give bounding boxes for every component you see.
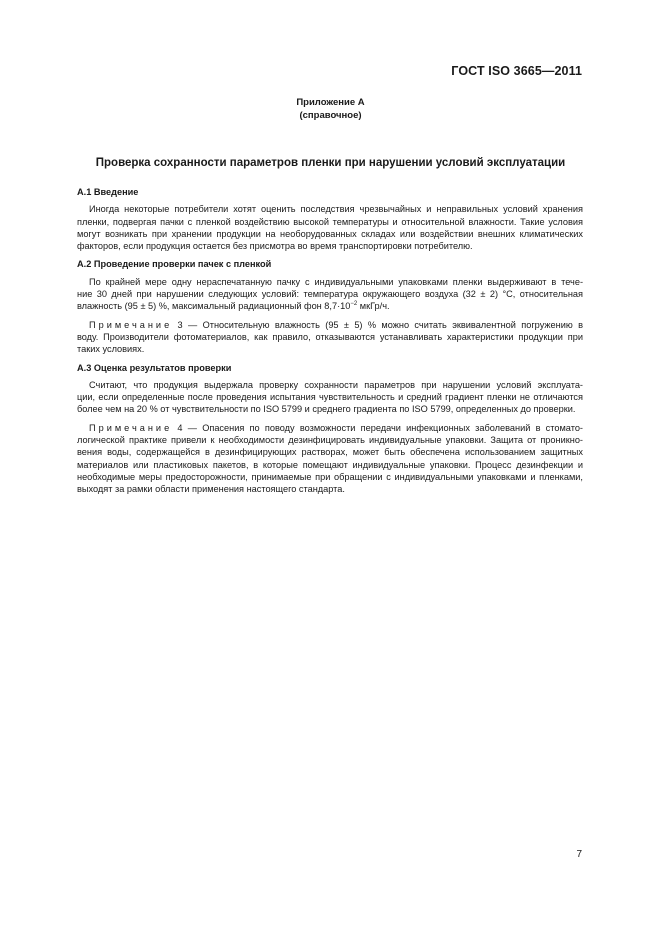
text-line: материалов или пластиковых пакетов, в которые помещают индивидуальные упаковки. Процесс дезинфекции и — [77, 459, 583, 470]
section-heading: А.2 Проведение проверки пачек с пленкой — [77, 259, 272, 270]
section-heading: А.3 Оценка результатов проверки — [77, 362, 232, 373]
document-body — [77, 186, 583, 502]
document-code: ГОСТ ISO 3665—2011 — [451, 64, 582, 78]
text-line — [77, 300, 583, 312]
paragraph — [77, 379, 583, 416]
text-line: могут возникать при хранении продукции на необорудованных складах или воздействии внешних климатических — [77, 228, 583, 239]
text-line — [77, 422, 583, 434]
section-a3 — [77, 362, 583, 496]
text-line: более чем на 20 % от чувствительности по ISO 5799 и среднего градиента по ISO 5799, определенных до проверки. — [77, 404, 576, 415]
text-line — [77, 319, 583, 331]
paragraph — [77, 203, 583, 252]
document-title: Проверка сохранности параметров пленки при нарушении условий эксплуатации — [95, 157, 566, 169]
text-line: логической практике привели к необходимости дезинфицировать индивидуальные упаковки. Защита от проникно- — [77, 435, 583, 446]
exponent: −2 — [350, 301, 358, 308]
note-paragraph — [77, 319, 583, 356]
annex-title: Приложение А — [296, 97, 365, 108]
annex-subtitle: (справочное) — [299, 110, 362, 121]
text-fragment: 4 — Опасения по поводу возможности передачи инфекционных заболеваний в стомато- — [172, 422, 583, 433]
text-line: таких условиях. — [77, 344, 145, 355]
note-paragraph — [77, 422, 583, 496]
text-line: факторов, если продукция остается без присмотра во время транспортировки потребителю. — [77, 241, 473, 252]
text-fragment: 3 — Относительную влажность (95 ± 5) % можно считать эквивалентной погружению в — [172, 319, 583, 330]
page-number: 7 — [576, 849, 582, 860]
text-fragment: мкГр/ч. — [359, 301, 390, 312]
text-line: пленки, подвергая пачки с пленкой воздействию высокой температуры и относительной влажности. Такие условия — [77, 216, 583, 227]
section-heading: А.1 Введение — [77, 187, 139, 197]
text-line: Считают, что продукция выдержала проверку сохранности параметров при нарушении условий эксплуата- — [89, 379, 583, 390]
note-label: Примечание — [89, 422, 173, 433]
section-a1 — [77, 186, 583, 252]
paragraph — [77, 276, 583, 313]
text-line: вения воды, содержащейся в дезинфицирующих растворах, может быть обеспечена использованием защитных — [77, 447, 583, 458]
text-line: воду. Производители фотоматериалов, как правило, отказываются устанавливать характеристики продукции при — [77, 331, 583, 342]
text-line: выходят за рамки области применения настоящего стандарта. — [77, 484, 345, 495]
text-line: ние 30 дней при нарушении следующих условий: температура окружающего воздуха (32 ± 2) °С, относительная — [77, 289, 583, 300]
text-line: Иногда некоторые потребители хотят оценить последствия чрезвычайных и неправильных условий хранения — [89, 204, 583, 215]
text-fragment: влажность (95 ± 5) %, максимальный радиационный фон 8,7·10 — [77, 301, 351, 312]
note-label: Примечание — [89, 319, 173, 330]
section-a2 — [77, 258, 583, 355]
text-line: По крайней мере одну нераспечатанную пачку с индивидуальными упаковками пленки выдерживают в тече- — [89, 276, 583, 287]
text-line: ции, если определенные после проведения испытания чувствительность и средний градиент пленки не отличаются — [77, 392, 583, 403]
text-line: необходимые меры предосторожности, принимаемые при обращении с индивидуальными упаковками и пленками, — [77, 471, 583, 482]
annex-heading — [0, 96, 661, 122]
